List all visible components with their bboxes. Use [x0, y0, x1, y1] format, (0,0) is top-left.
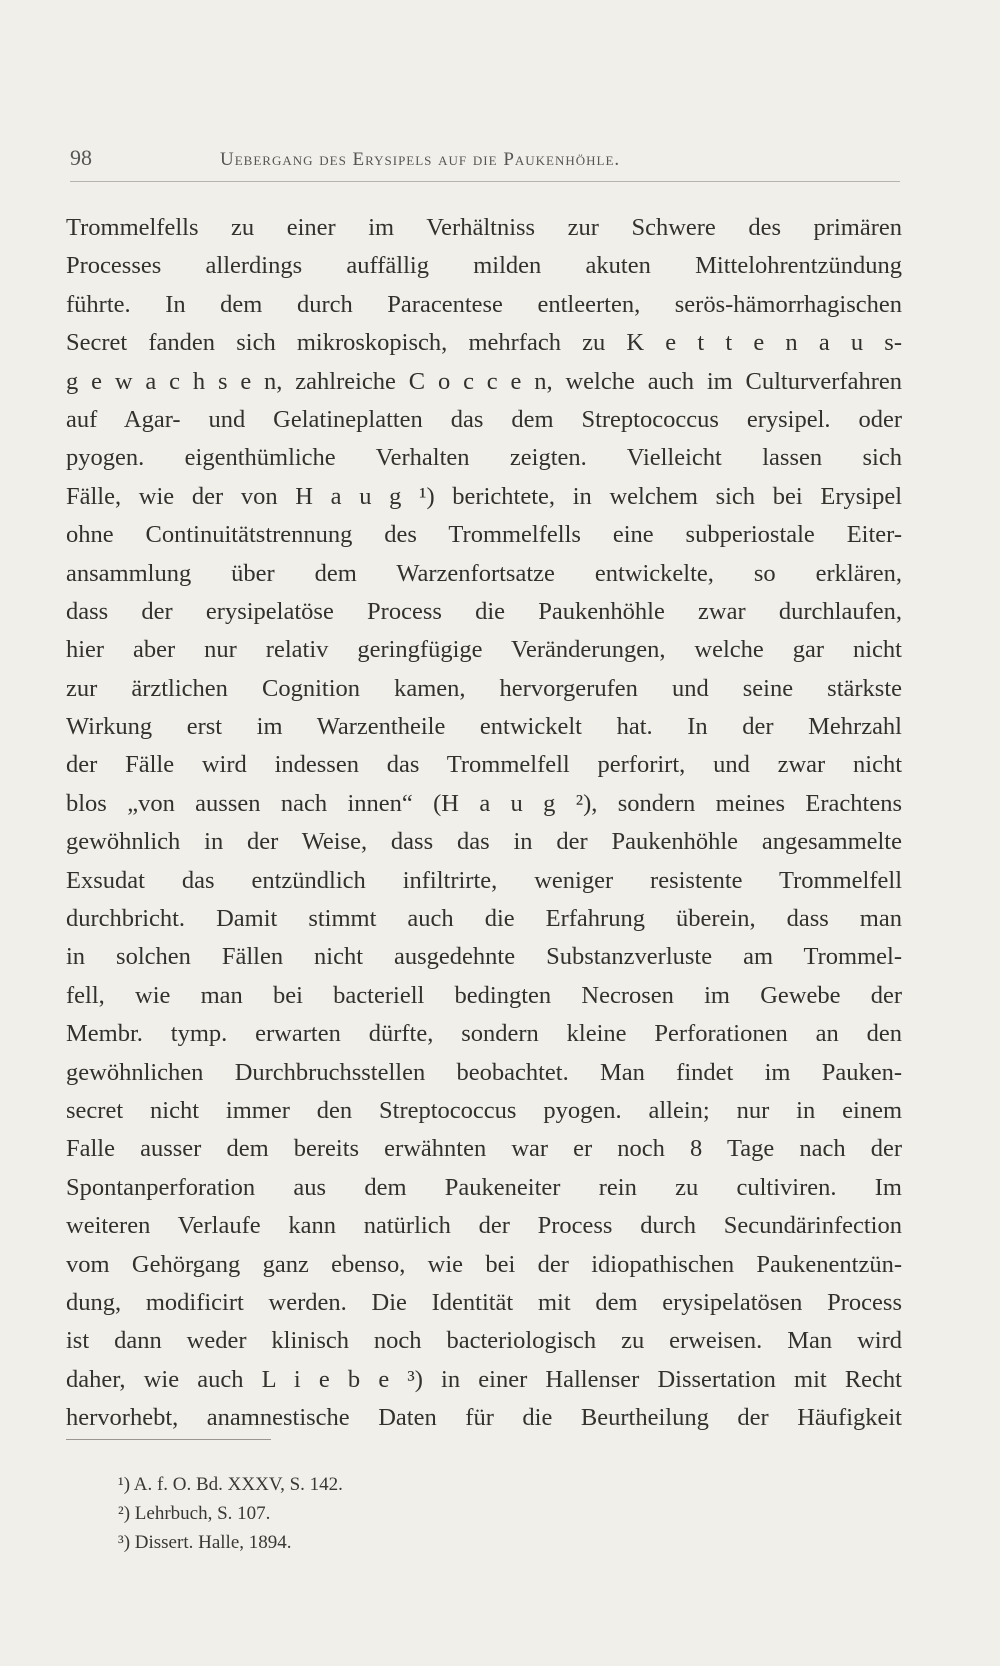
- text-line: Secret fanden sich mikroskopisch, mehrfach zu K e t t e n a u s-: [66, 329, 902, 357]
- text-line: secret nicht immer den Streptococcus pyogen. allein; nur in einem: [66, 1096, 902, 1124]
- text-line: zur ärztlichen Cognition kamen, hervorgerufen und seine stärkste: [66, 674, 902, 702]
- text-line: Membr. tymp. erwarten dürfte, sondern kleine Perforationen an den: [66, 1020, 902, 1048]
- text-line: fell, wie man bei bacteriell bedingten Necrosen im Gewebe der: [66, 981, 902, 1009]
- text-line: dung, modificirt werden. Die Identität mit dem erysipelatösen Process: [66, 1288, 902, 1316]
- footnote: ¹) A. f. O. Bd. XXXV, S. 142.: [118, 1474, 343, 1495]
- text-line: hervorhebt, anamnestische Daten für die Beurtheilung der Häufigkeit: [66, 1404, 902, 1432]
- text-line: blos „von aussen nach innen“ (H a u g ²), sondern meines Erachtens: [66, 789, 902, 817]
- running-head: Uebergang des Erysipels auf die Paukenhöhle.: [220, 149, 621, 170]
- text-line: vom Gehörgang ganz ebenso, wie bei der idiopathischen Paukenentzün-: [66, 1250, 902, 1278]
- text-line: weiteren Verlaufe kann natürlich der Process durch Secundärinfection: [66, 1212, 902, 1240]
- footnote-rule: [66, 1439, 271, 1440]
- text-line: ansammlung über dem Warzenfortsatze entwickelte, so erklären,: [66, 559, 902, 587]
- text-line: daher, wie auch L i e b e ³) in einer Hallenser Dissertation mit Recht: [66, 1365, 902, 1393]
- page-header: [70, 145, 900, 171]
- header-rule: [70, 181, 900, 182]
- text-line: führte. In dem durch Paracentese entleerten, serös-hämorrhagischen: [66, 290, 902, 318]
- text-line: Spontanperforation aus dem Paukeneiter rein zu cultiviren. Im: [66, 1173, 902, 1201]
- text-line: gewöhnlich in der Weise, dass das in der Paukenhöhle angesammelte: [66, 828, 902, 856]
- text-line: auf Agar- und Gelatineplatten das dem Streptococcus erysipel. oder: [66, 405, 902, 433]
- text-line: hier aber nur relativ geringfügige Veränderungen, welche gar nicht: [66, 636, 902, 664]
- footnote: ²) Lehrbuch, S. 107.: [118, 1503, 271, 1524]
- text-line: durchbricht. Damit stimmt auch die Erfahrung überein, dass man: [66, 905, 902, 933]
- text-line: ist dann weder klinisch noch bacteriologisch zu erweisen. Man wird: [66, 1327, 902, 1355]
- footnotes: [118, 1470, 618, 1557]
- text-line: gewöhnlichen Durchbruchsstellen beobachtet. Man findet im Pauken-: [66, 1058, 902, 1086]
- text-line: der Fälle wird indessen das Trommelfell perforirt, und zwar nicht: [66, 751, 902, 779]
- footnote: ³) Dissert. Halle, 1894.: [118, 1532, 292, 1553]
- text-line: ohne Continuitätstrennung des Trommelfells eine subperiostale Eiter-: [66, 521, 902, 549]
- text-line: Fälle, wie der von H a u g ¹) berichtete, in welchem sich bei Erysipel: [66, 482, 902, 510]
- body-text: [66, 209, 902, 1438]
- text-line: in solchen Fällen nicht ausgedehnte Substanzverluste am Trommel-: [66, 943, 902, 971]
- text-line: Processes allerdings auffällig milden akuten Mittelohrentzündung: [66, 252, 902, 280]
- text-line: Falle ausser dem bereits erwähnten war er noch 8 Tage nach der: [66, 1135, 902, 1163]
- page-number: 98: [70, 145, 92, 170]
- text-line: g e w a c h s e n, zahlreiche C o c c e n, welche auch im Culturverfahren: [66, 367, 902, 395]
- text-line: Wirkung erst im Warzentheile entwickelt hat. In der Mehrzahl: [66, 713, 902, 741]
- text-line: dass der erysipelatöse Process die Paukenhöhle zwar durchlaufen,: [66, 597, 902, 625]
- text-line: Trommelfells zu einer im Verhältniss zur Schwere des primären: [66, 214, 902, 241]
- text-line: pyogen. eigenthümliche Verhalten zeigten. Vielleicht lassen sich: [66, 444, 902, 472]
- text-line: Exsudat das entzündlich infiltrirte, weniger resistente Trommelfell: [66, 866, 902, 894]
